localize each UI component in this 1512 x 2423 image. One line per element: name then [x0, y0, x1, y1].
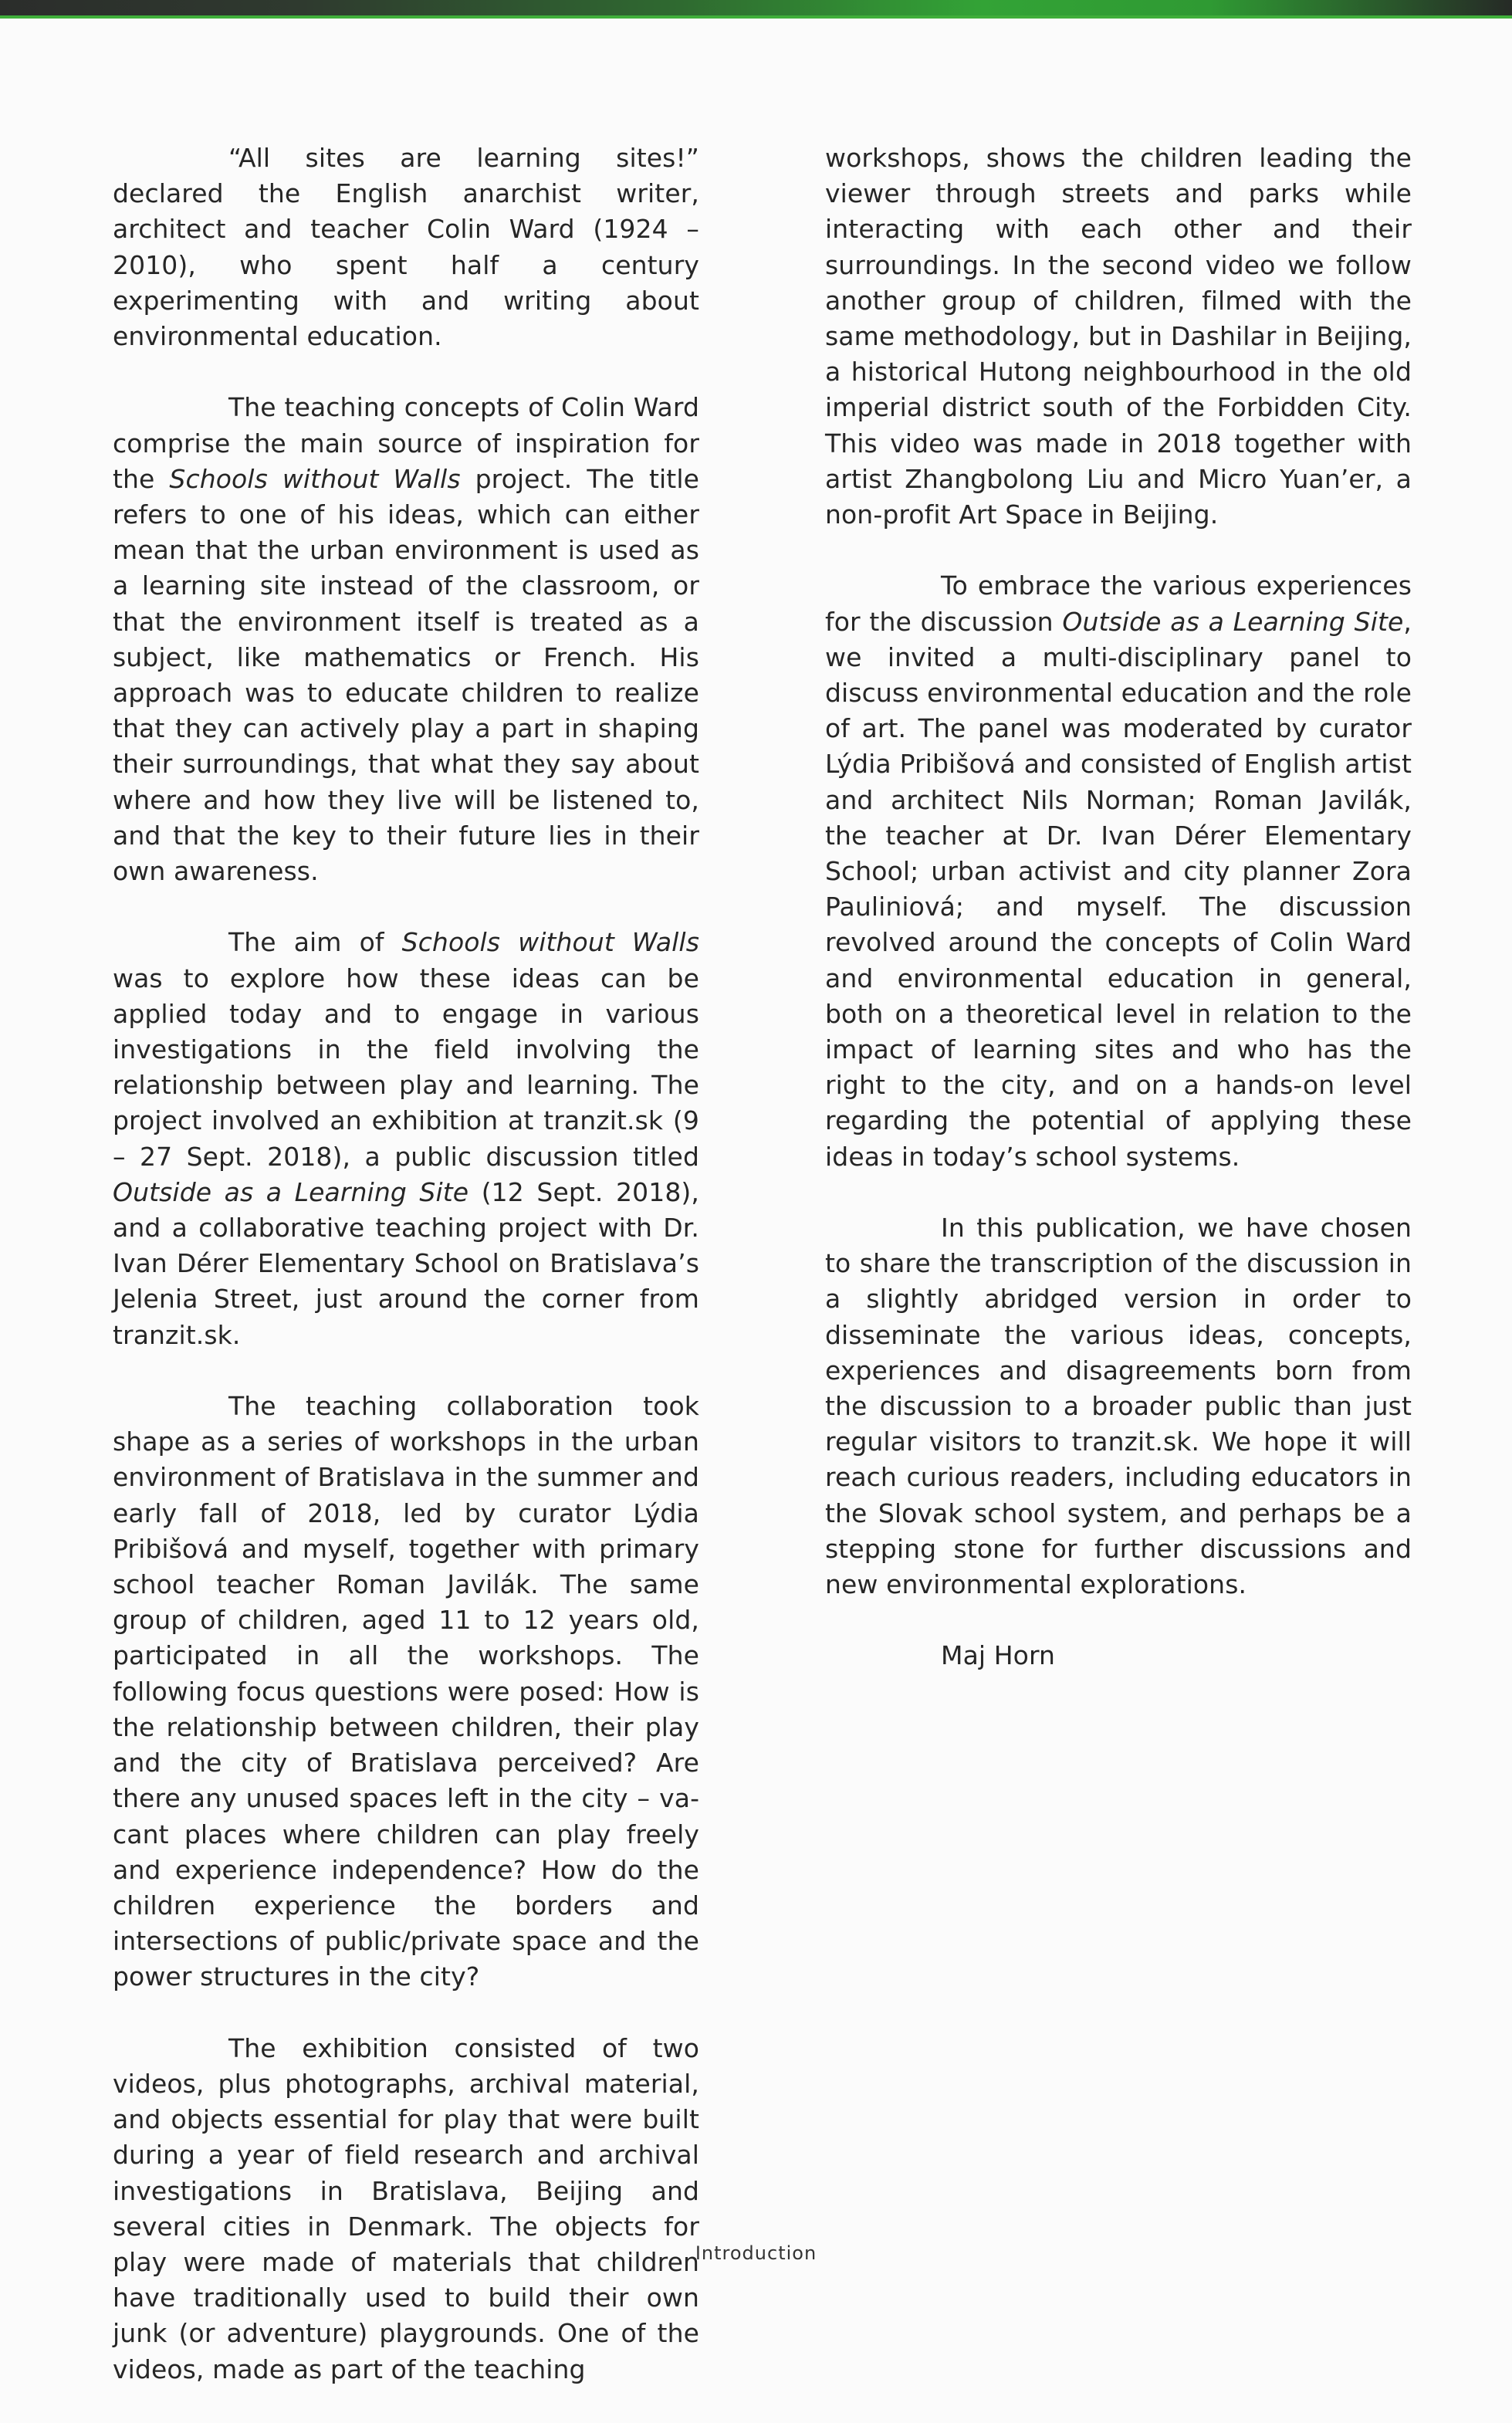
paragraph-videos-continued: workshops, shows the children leading the viewer through streets and parks while interacting with each other and their surroundings. In the second video we follow another group of children, filmed with the same methodology, but in Dashilar in Beijing, a historical Hutong neighbourhood in the old imperial district south of the Forbidden City. This video was made in 2018 together with artist Zhangbolong Liu and Micro Yuan’er, a non-profit Art Space in Beijing. [825, 143, 1412, 530]
italic-title-outside-as-learning-site: Outside as a Learning Site [1062, 606, 1404, 637]
text-run: (12 Sept. 2018), and a collaborative teaching project with Dr. Ivan Dérer Elementary School on Bratislava’s Jelenia Street, just around the corner from tranzit.sk. [113, 1176, 699, 1350]
paragraph-teaching-collaboration: The teaching collaboration took shape as a series of workshops in the urban environment of Bratislava in the summer and early fall of 2018, led by curator Lýdia Pribišová and myself, together with primary school teacher Roman Javilák. The same group of children, aged 11 to 12 years old, participated in all the workshops. The following focus questions were posed: How is the relationship between children, their play and the city of Bratislava perceived? Are there any unused spaces left in the city – vacant places where children can play freely and experience independence? How do the children experience the borders and intersections of public/private space and the power structures in the city? [113, 1391, 699, 1992]
left-text-column [113, 140, 699, 2423]
author-signature: Maj Horn [941, 1640, 1056, 1671]
paragraph-project-aim [113, 925, 699, 1352]
right-text-column [825, 140, 1412, 1674]
text-run: The aim of [228, 927, 402, 958]
top-color-band [0, 0, 1512, 19]
italic-title-schools-without-walls: Schools without Walls [401, 927, 699, 958]
paragraph-discussion-panel [825, 568, 1412, 1174]
paragraph-publication: In this publication, we have chosen to share the transcription of the discussion in a slightly abridged version in order to disseminate the various ideas, concepts, experiences and disagreements born from the discussion to a broader public than just regular visitors to tranzit.sk. We hope it will reach curious readers, including educators in the Slovak school system, and perhaps be a stepping stone for further discussions and new environmental explorations. [825, 1213, 1412, 1600]
paragraph-teaching-concepts [113, 390, 699, 889]
page-footer-section-label: Introduction [695, 2242, 817, 2264]
italic-title-outside-as-learning-site: Outside as a Learning Site [113, 1176, 469, 1207]
text-run: project. The title refers to one of his ideas, which can either mean that the urban environment is used as a learning site instead of the classroom, or that the environment itself is treated as a subject, like mathematics or French. His approach was to educate children to realize that they can actively play a part in shaping their surroundings, that what they say about where and how they live will be listened to, and that the key to their future lies in their own awareness. [113, 463, 700, 887]
text-run: The teaching concepts of Colin Ward comprise the main source of inspiration for the [113, 392, 699, 494]
text-run: To embrace the various experiences for the discussion [825, 570, 1412, 637]
italic-title-schools-without-walls: Schools without Walls [169, 463, 461, 494]
paragraph-exhibition: The exhibition consisted of two videos, plus photographs, archival material, and objects essential for play that were built during a year of field research and archival investigations in Bratislava, Beijing and several cities in Denmark. The objects for play were made of materials that children have traditionally used to build their own junk (or adventure) playgrounds. One of the videos, made as part of the teaching [113, 2032, 699, 2384]
paragraph-intro-quote: “All sites are learning sites!” declared the English anarchist writer, architect and teacher Colin Ward (1924 – 2010), who spent half a century experimenting with and writing about environmental education. [113, 143, 699, 352]
text-run: was to explore how these ideas can be applied today and to engage in various investigations in the field involving the relationship between play and learning. The project involved an exhibition at tranzit.sk (9 – 27 Sept. 2018), a public discussion titled [113, 963, 699, 1172]
text-run: , we invited a multi-disciplinary panel to discuss environmental education and the role of art. The panel was moderated by curator Lýdia Pribišová and consisted of English artist and architect Nils Norman; Roman Javilák, the teacher at Dr. Ivan Dérer Elementary School; urban activist and city planner Zora Pauliniová; and myself. The discussion revolved around the concepts of Colin Ward and environmental education in general, both on a theoretical level in relation to the impact of learning sites and who has the right to the city, and on a hands-on level regarding the potential of applying these ideas in today’s school systems. [825, 606, 1412, 1172]
